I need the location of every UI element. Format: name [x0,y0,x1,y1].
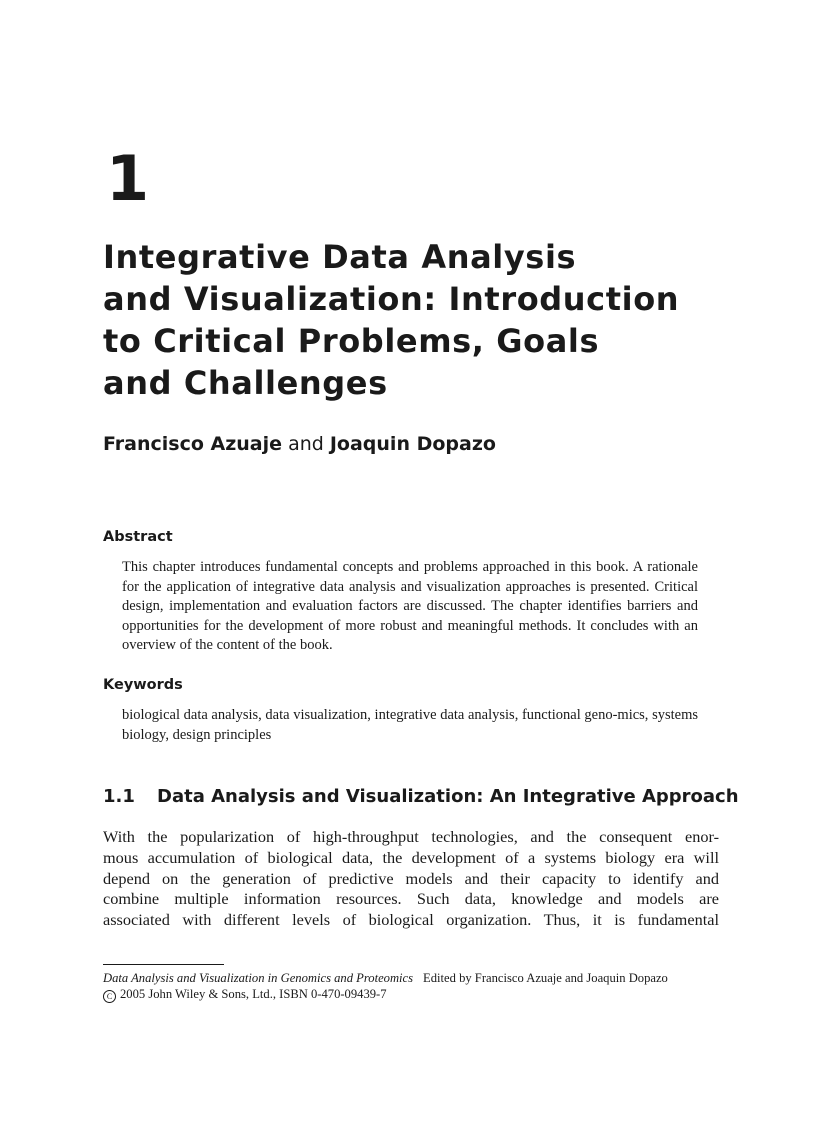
chapter-title [103,236,763,404]
body-text-line: depend on the generation of predictive models and their capacity to identify and [103,868,719,888]
book-title: Data Analysis and Visualization in Genomics and Proteomics [103,971,414,985]
keywords-label: Keywords [103,677,183,693]
chapter-title-line: and Visualization: Introduction [103,280,680,318]
footnote [103,970,723,1003]
footnote-line-book [103,970,723,986]
footnote-line-copyright [103,986,723,1003]
author-connector: and [288,433,324,455]
body-text-line: associated with different levels of biological organization. Thus, it is fundamental [103,910,719,930]
keywords-text: biological data analysis, data visualization, integrative data analysis, functional geno-mics, systems biology, design principles [122,707,698,743]
chapter-title-line: Integrative Data Analysis [103,238,577,276]
section-body-text [103,827,719,931]
chapter-title-line: and Challenges [103,364,388,402]
section-title: Data Analysis and Visualization: An Integrative Approach [157,786,739,807]
copyright-text: 2005 John Wiley & Sons, Ltd., ISBN 0-470-09439-7 [120,987,387,1001]
section-heading [103,785,739,809]
author-name-second: Joaquin Dopazo [329,433,496,455]
chapter-authors [103,431,496,457]
footnote-divider [103,964,224,965]
abstract-text: This chapter introduces fundamental concepts and problems approached in this book. A rationale for the application of integrative data analysis and visualization approaches is presented. Critical design, implementation and evaluation factors are discussed. The chapter identifies barriers and opportunities for the development of more robust and meaningful methods. It concludes with an overview of the content of the book. [122,559,698,654]
abstract-label: Abstract [103,529,173,545]
author-name-first: Francisco Azuaje [103,433,283,455]
body-text-line: With the popularization of high-throughput technologies, and the consequent enor- [103,827,719,846]
section-number: 1.1 [103,786,135,807]
chapter-title-line: to Critical Problems, Goals [103,322,600,360]
copyright-icon: C [103,990,116,1003]
book-editors: Edited by Francisco Azuaje and Joaquin Dopazo [423,971,668,985]
chapter-number: 1 [106,142,150,215]
body-text-line: combine multiple information resources. Such data, knowledge and models are [103,889,719,909]
body-text-line: mous accumulation of biological data, the development of a systems biology era will [103,847,719,867]
